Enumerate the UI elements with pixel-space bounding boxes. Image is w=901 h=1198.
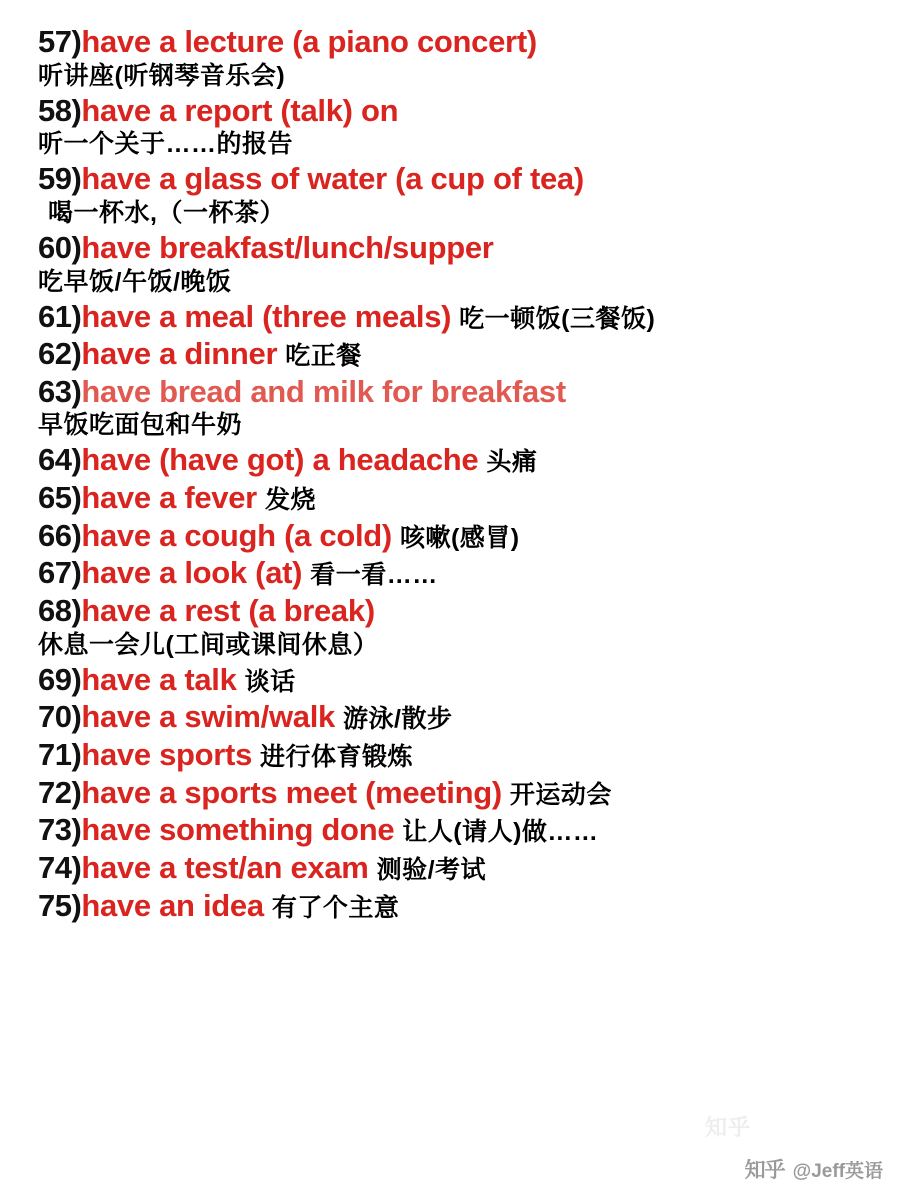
entry-number: 62) xyxy=(38,336,82,372)
entry-english: have a test/an exam xyxy=(81,849,369,885)
list-item xyxy=(38,812,891,848)
entry-main-line xyxy=(38,662,891,698)
entry-chinese-inline: 测验/考试 xyxy=(376,855,487,884)
entry-main-line xyxy=(38,230,891,266)
entry-english: have something done xyxy=(81,812,395,848)
list-item xyxy=(38,888,891,924)
entry-chinese-line: 吃早饭/午饭/晚饭 xyxy=(38,267,232,296)
entry-english: have a swim/walk xyxy=(81,699,335,735)
entry-chinese-line: 喝一杯水,（一杯茶） xyxy=(48,198,285,227)
entry-chinese-inline: 让人(请人)做…… xyxy=(402,818,599,847)
list-item xyxy=(38,775,891,811)
entry-main-line xyxy=(38,518,891,554)
entry-number: 70) xyxy=(38,699,82,735)
entry-number: 59) xyxy=(38,161,82,197)
entry-chinese-line: 休息一会儿(工间或课间休息） xyxy=(38,630,379,659)
entry-main-line xyxy=(38,737,891,773)
entry-chinese-inline: 开运动会 xyxy=(509,780,612,809)
entry-english: have a meal (three meals) xyxy=(81,298,452,334)
entry-chinese-inline: 吃正餐 xyxy=(285,342,362,371)
entry-english: have a talk xyxy=(81,661,237,697)
entry-english: have breakfast/lunch/supper xyxy=(81,229,494,265)
entry-main-line xyxy=(38,374,891,410)
list-item xyxy=(38,374,891,441)
entry-english: have a look (at) xyxy=(81,555,303,591)
entry-number: 63) xyxy=(38,373,82,409)
entry-chinese-inline: 进行体育锻炼 xyxy=(260,742,414,771)
entry-english: have an idea xyxy=(81,887,264,923)
list-item xyxy=(38,518,891,554)
watermark xyxy=(745,1154,883,1184)
entry-number: 72) xyxy=(38,774,82,810)
entry-english: have a glass of water (a cup of tea) xyxy=(81,161,584,197)
list-item xyxy=(38,850,891,886)
watermark-ghost: 知乎 xyxy=(704,1115,751,1140)
list-item xyxy=(38,24,891,91)
entry-main-line xyxy=(38,593,891,629)
entry-chinese-line: 听讲座(听钢琴音乐会) xyxy=(38,61,286,90)
list-item xyxy=(38,555,891,591)
entry-english: have a fever xyxy=(81,480,257,516)
entry-english: have a report (talk) on xyxy=(81,92,399,128)
entry-main-line xyxy=(38,336,891,372)
entry-number: 64) xyxy=(38,442,82,478)
entry-main-line xyxy=(38,812,891,848)
entry-chinese-inline: 发烧 xyxy=(264,486,316,515)
entry-main-line xyxy=(38,442,891,478)
list-item xyxy=(38,662,891,698)
entry-english: have a sports meet (meeting) xyxy=(81,774,502,810)
entry-chinese-inline: 游泳/散步 xyxy=(343,705,453,734)
entry-number: 66) xyxy=(38,517,82,553)
entry-list xyxy=(38,24,891,923)
entry-chinese-inline: 咳嗽(感冒) xyxy=(399,523,520,552)
entry-chinese-line: 听一个关于……的报告 xyxy=(38,130,294,159)
entry-chinese-inline: 有了个主意 xyxy=(271,893,400,922)
entry-chinese-inline: 看一看…… xyxy=(310,561,438,590)
entry-english: have a rest (a break) xyxy=(81,593,375,629)
list-item xyxy=(38,593,891,660)
entry-english: have a dinner xyxy=(81,336,278,372)
zhihu-logo-icon: 知乎 xyxy=(744,1159,785,1182)
entry-main-line xyxy=(38,555,891,591)
entry-number: 75) xyxy=(38,887,82,923)
entry-number: 74) xyxy=(38,849,82,885)
entry-number: 68) xyxy=(38,593,82,629)
entry-main-line xyxy=(38,299,891,335)
list-item xyxy=(38,336,891,372)
list-item xyxy=(38,737,891,773)
entry-chinese-inline: 头痛 xyxy=(486,448,538,477)
entry-number: 69) xyxy=(38,661,82,697)
entry-chinese-line: 早饭吃面包和牛奶 xyxy=(38,411,243,440)
entry-number: 65) xyxy=(38,480,82,516)
entry-number: 73) xyxy=(38,812,82,848)
entry-chinese-inline: 谈话 xyxy=(244,667,296,696)
list-item xyxy=(38,699,891,735)
entry-main-line xyxy=(38,699,891,735)
entry-main-line xyxy=(38,24,891,60)
entry-main-line xyxy=(38,480,891,516)
entry-english: have a cough (a cold) xyxy=(81,517,392,553)
list-item xyxy=(38,480,891,516)
entry-number: 67) xyxy=(38,555,82,591)
entry-number: 60) xyxy=(38,229,82,265)
entry-main-line xyxy=(38,161,891,197)
entry-main-line xyxy=(38,775,891,811)
entry-english: have (have got) a headache xyxy=(81,442,479,478)
entry-english: have sports xyxy=(81,736,253,772)
entry-number: 58) xyxy=(38,92,82,128)
entry-number: 57) xyxy=(38,24,82,59)
entry-number: 61) xyxy=(38,298,82,334)
entry-chinese-inline: 吃一顿饭(三餐饭) xyxy=(459,304,656,333)
entry-main-line xyxy=(38,888,891,924)
entry-english: have bread and milk for breakfast xyxy=(81,373,566,409)
entry-english: have a lecture (a piano concert) xyxy=(81,24,537,59)
entry-main-line xyxy=(38,93,891,129)
list-item xyxy=(38,442,891,478)
entry-main-line xyxy=(38,850,891,886)
list-item xyxy=(38,93,891,160)
list-item xyxy=(38,299,891,335)
list-item xyxy=(38,230,891,297)
entry-number: 71) xyxy=(38,736,82,772)
watermark-author: @Jeff英语 xyxy=(792,1160,883,1182)
list-item xyxy=(38,161,891,228)
